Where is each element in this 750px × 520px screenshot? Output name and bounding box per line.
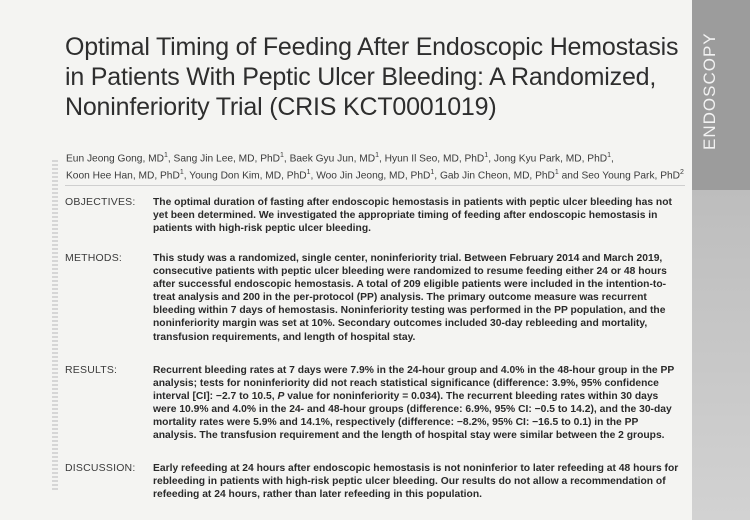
results-text-part: Recurrent bleeding rates at 7 days were 7.9% in the 24-hour group and 4.0% in the 48-hour group in the PP analysis; tests for noninferiority did not reach statistical significance (difference: 3.9%, 95% confidence interval [CI]: −2.7 to 10.5,	[153, 365, 675, 403]
article-title	[65, 32, 685, 122]
author-line	[66, 149, 686, 166]
author-name: , Sang Jin Lee, MD, PhD	[167, 153, 281, 165]
author-name: , Baek Gyu Jun, MD	[283, 153, 376, 165]
author-name: Koon Hee Han, MD, PhD	[66, 170, 180, 182]
citation-footer	[65, 511, 665, 520]
section-heading: METHODS:	[65, 252, 123, 264]
author-list	[66, 149, 686, 184]
section-heading: OBJECTIVES:	[65, 196, 136, 208]
results-text-part: value for noninferiority = 0.034). The recurrent bleeding rates within 30 days were 10.9% and 4.0% in the 24- and 48-hour groups (difference: 6.9%, 95% CI: −0.5 to 14.2), and the 30-day mortality rates were 5.9% and 14.1%, respectively (difference: −8.2%, 95% CI: −16.5 to 0.1) in the PP analysis. The transfusion requirement and the length of hospital stay were similar between the 2 groups.	[153, 391, 672, 442]
section-text: The optimal duration of fasting after endoscopic hemostasis in patients with peptic ulcer bleeding has not yet been determined. We investigated the appropriate timing of feeding after endoscopic hemostasis in patients with high-risk peptic ulcer bleeding.	[153, 197, 672, 235]
title-line: in Patients With Peptic Ulcer Bleeding: A Randomized,	[65, 63, 657, 91]
title-line: Noninferiority Trial (CRIS KCT0001019)	[65, 93, 497, 121]
title-line: Optimal Timing of Feeding After Endoscopic Hemostasis	[65, 33, 679, 61]
author-line	[66, 166, 686, 183]
author-name: , Hyun Il Seo, MD, PhD	[378, 153, 485, 165]
affiliation-marker: 1	[179, 169, 184, 177]
p-value-letter: P	[277, 391, 285, 403]
author-name: and Seo Young Park, PhD	[558, 170, 681, 182]
affiliation-marker: 1	[306, 169, 311, 177]
affiliation-marker: 1	[554, 169, 559, 177]
author-name: Eun Jeong Gong, MD	[66, 153, 164, 165]
vertical-download-note	[52, 160, 58, 490]
author-name: , Jong Kyu Park, MD, PhD	[488, 153, 608, 165]
section-heading: DISCUSSION:	[65, 462, 136, 474]
section-text: Early refeeding at 24 hours after endoscopic hemostasis is not noninferior to later refeeding at 48 hours for rebleeding in patients with high-risk peptic ulcer bleeding. Our results do not allow a recommendation of refeeding at 24 hours, rather than later refeeding in this population.	[153, 463, 679, 501]
section-text: This study was a randomized, single center, noninferiority trial. Between February 2014 and March 2019, consecutive patients with peptic ulcer bleeding were randomized to resume feeding either 24 or 48 hours after successful endoscopic hemostasis. A total of 209 eligible patients were included in the intention-to-treat analysis and 200 in the per-protocol (PP) analysis. The primary outcome measure was recurrent bleeding within 7 days of hemostasis. Noninferiority testing was performed in the PP population, and the noninferiority margin was set at 10%. Secondary outcomes included 30-day rebleeding and mortality, transfusion requirements, and length of hospital stay.	[153, 253, 667, 343]
author-name: , Gab Jin Cheon, MD, PhD	[434, 170, 555, 182]
affiliation-marker: 1	[430, 169, 435, 177]
section-text	[153, 364, 683, 443]
divider	[65, 185, 685, 186]
affiliation-marker: 1	[484, 152, 489, 159]
author-name: , Woo Jin Jeong, MD, PhD	[310, 170, 431, 182]
affiliation-marker: 1	[280, 152, 284, 159]
affiliation-marker: 1	[607, 152, 612, 159]
author-name: , Young Don Kim, MD, PhD	[183, 170, 307, 182]
affiliation-marker: 1	[375, 152, 379, 159]
section-heading: RESULTS:	[65, 364, 118, 376]
affiliation-marker: 2	[680, 169, 684, 177]
author-name: ,	[611, 153, 614, 165]
affiliation-marker: 1	[163, 152, 168, 159]
